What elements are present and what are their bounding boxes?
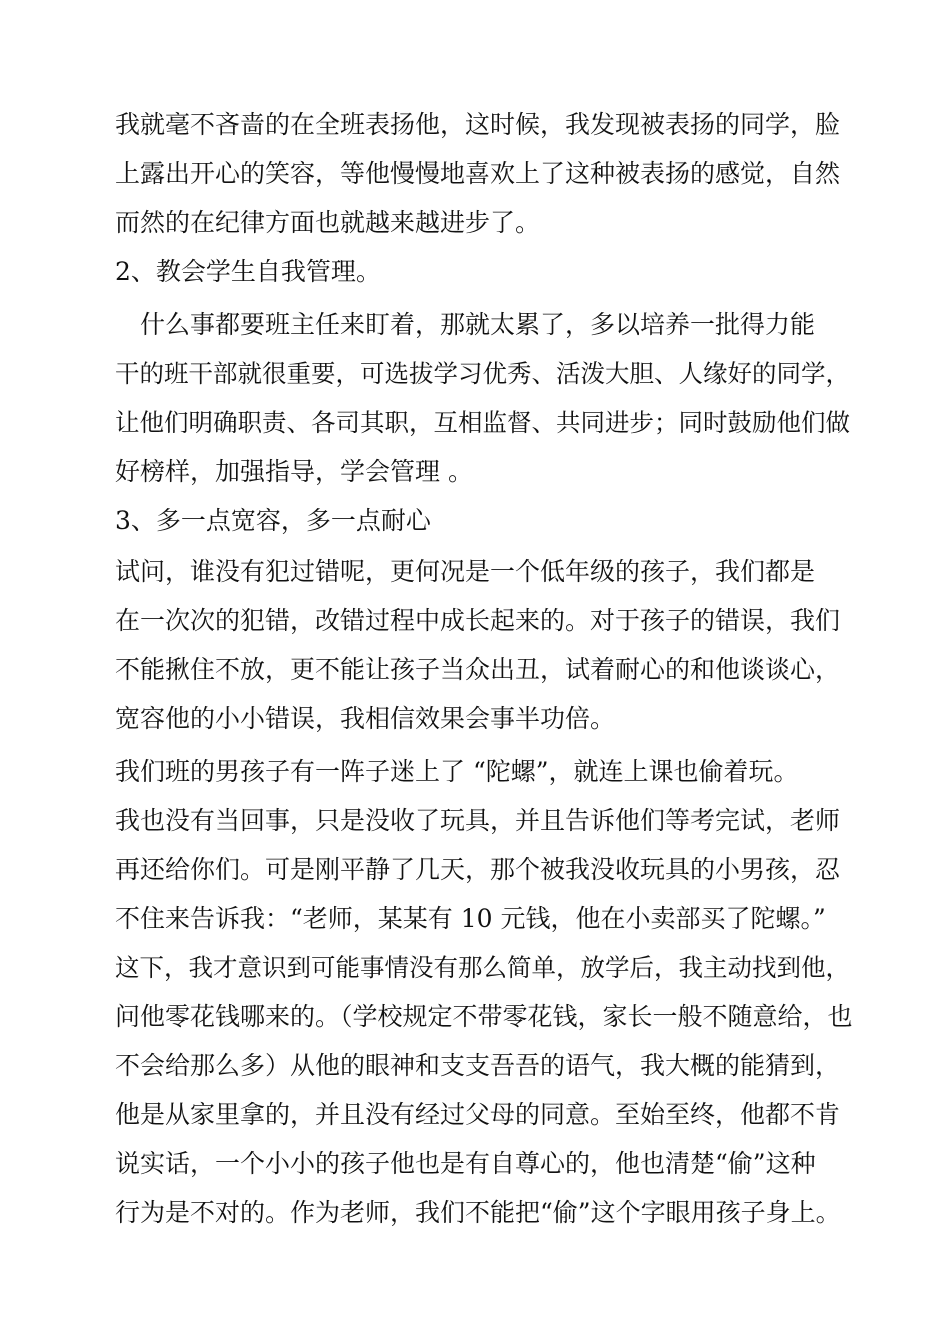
- text-line: 让他们明确职责、各司其职，互相监督、共同进步；同时鼓励他们做: [115, 408, 850, 437]
- text-line: 我也没有当回事，只是没收了玩具，并且告诉他们等考完试，老师: [115, 806, 841, 835]
- text-line: 我就毫不吝啬的在全班表扬他，这时候，我发现被表扬的同学，脸: [115, 110, 841, 139]
- text-line: 不会给那么多）从他的眼神和支支吾吾的语气，我大概的能猜到，: [115, 1051, 841, 1080]
- text-line: 上露出开心的笑容，等他慢慢地喜欢上了这种被表扬的感觉，自然: [115, 159, 841, 188]
- text-line: 好榜样，加强指导，学会管理 。: [115, 457, 473, 486]
- text-line: 不住来告诉我：“老师，某某有 10 元钱，他在小卖部买了陀螺。”: [115, 904, 826, 933]
- text-line: 行为是不对的。作为老师，我们不能把“偷”这个字眼用孩子身上。: [115, 1198, 841, 1227]
- section-heading: 3、多一点宽容，多一点耐心: [115, 506, 431, 535]
- text-line: 什么事都要班主任来盯着，那就太累了，多以培养一批得力能: [115, 310, 816, 339]
- text-line: 问他零花钱哪来的。（学校规定不带零花钱，家长一般不随意给，也: [115, 1002, 853, 1031]
- text-line: 这下，我才意识到可能事情没有那么简单，放学后，我主动找到他，: [115, 953, 850, 982]
- text-line: 不能揪住不放，更不能让孩子当众出丑，试着耐心的和他谈谈心，: [115, 655, 841, 684]
- text-line: 我们班的男孩子有一阵子迷上了 “陀螺”，就连上课也偷着玩。: [115, 757, 799, 786]
- text-line: 而然的在纪律方面也就越来越进步了。: [115, 208, 541, 237]
- section-heading: 2、教会学生自我管理。: [115, 257, 381, 286]
- text-line: 干的班干部就很重要，可选拔学习优秀、活泼大胆、人缘好的同学，: [115, 359, 850, 388]
- text-line: 试问，谁没有犯过错呢，更何况是一个低年级的孩子，我们都是: [115, 557, 816, 586]
- text-line: 在一次次的犯错，改错过程中成长起来的。对于孩子的错误，我们: [115, 606, 841, 635]
- text-line: 说实话，一个小小的孩子他也是有自尊心的，他也清楚“偷”这种: [115, 1149, 816, 1178]
- text-line: 他是从家里拿的，并且没有经过父母的同意。至始至终，他都不肯: [115, 1100, 841, 1129]
- text-line: 再还给你们。可是刚平静了几天，那个被我没收玩具的小男孩，忍: [115, 855, 841, 884]
- text-line: 宽容他的小小错误，我相信效果会事半功倍。: [115, 704, 616, 733]
